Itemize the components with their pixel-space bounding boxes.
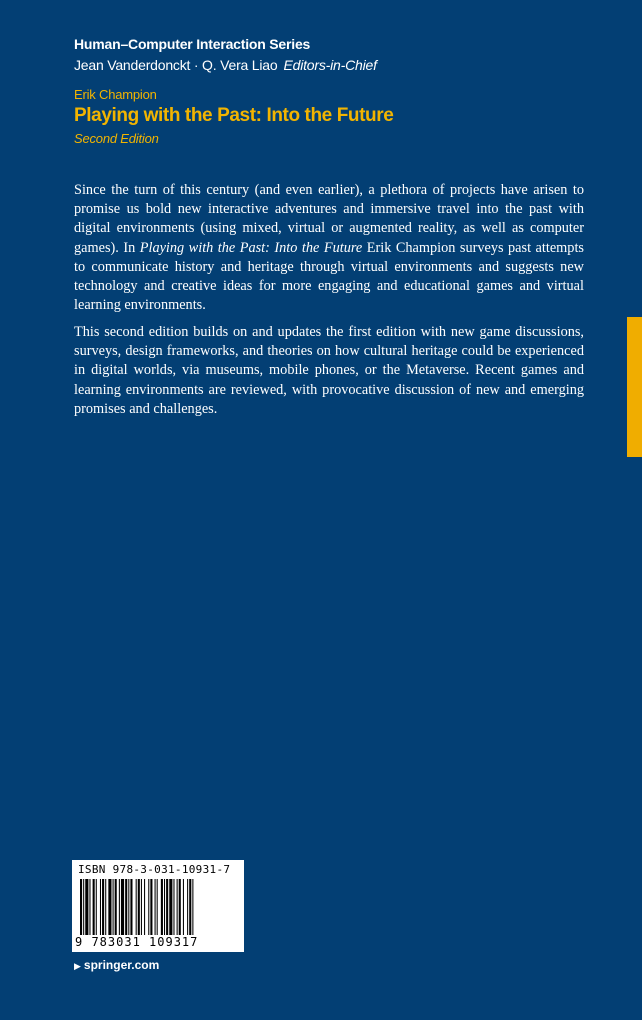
barcode-bar [102, 879, 104, 935]
barcode-bar [179, 879, 181, 935]
barcode-bar [177, 879, 178, 935]
series-editors [74, 57, 377, 73]
editors-role: Editors-in-Chief [283, 57, 377, 73]
barcode-digits: 9 783031 109317 [75, 935, 199, 949]
barcode-bar [169, 879, 172, 935]
book-title: Playing with the Past: Into the Future [74, 105, 394, 126]
barcode-bar [144, 879, 145, 935]
barcode-bar [100, 879, 101, 935]
description-paragraph-1 [74, 181, 584, 315]
para1-text-end: Erik Champion surveys past attempts to communicate history and heritage through virtual environments and suggests new technology and creative ideas for more engaging and educational games and virtual learning environments. [74, 239, 584, 314]
barcode-bar [108, 879, 111, 935]
barcode-bar [89, 879, 90, 935]
description-paragraph-2: This second edition builds on and updates the first edition with new game discussions, surveys, design frameworks, and theories on how cultural heritage could be experienced in digital worlds, via museums, mobile phones, or the Metaverse. Recent games and learning environments are reviewed, with provocative discussion of new and emerging promises and challenges. [74, 324, 584, 417]
barcode-bar [125, 879, 127, 935]
barcode-bar [141, 879, 142, 935]
barcode-bar [128, 879, 129, 935]
barcode-bar [161, 879, 163, 935]
para1-text-start: Since the turn of this century (and even earlier), a plethora of projects have arisen to promise us bold new interactive adventures and immersive travel into the past with digital environments (using mixed, virtual or augmented reality, as well as computer games). In [74, 182, 584, 256]
barcode-bar [166, 879, 168, 935]
barcode-bar [83, 879, 84, 935]
barcode-bar [138, 879, 140, 935]
barcode-bar [148, 879, 149, 935]
barcode-bar [157, 879, 158, 935]
barcode-bar [155, 879, 156, 935]
barcode-bar [93, 879, 95, 935]
springer-link[interactable] [74, 958, 159, 972]
barcode-bar [192, 879, 193, 935]
barcode-bar [187, 879, 188, 935]
barcode-bar [136, 879, 137, 935]
barcode-bar [96, 879, 97, 935]
barcode-bar [164, 879, 165, 935]
barcode-bar [115, 879, 117, 935]
barcode-bar [119, 879, 120, 935]
barcode-bar [121, 879, 124, 935]
series-title: Human–Computer Interaction Series [74, 36, 311, 52]
book-edition: Second Edition [74, 131, 159, 146]
barcode-bar [105, 879, 106, 935]
barcode-bar [130, 879, 132, 935]
book-author: Erik Champion [74, 87, 157, 102]
barcode-bar [189, 879, 191, 935]
barcode-bar [150, 879, 152, 935]
para1-book-title: Playing with the Past: Into the Future [139, 239, 363, 256]
springer-link-text: springer.com [83, 958, 160, 972]
barcode-bar [173, 879, 174, 935]
triangle-right-icon: ▶ [74, 961, 81, 971]
barcode-bar [113, 879, 114, 935]
barcode-bars [80, 879, 236, 935]
editors-names: Jean Vanderdonckt · Q. Vera Liao [74, 57, 278, 73]
barcode-bar [85, 879, 88, 935]
side-color-tab [627, 317, 642, 457]
barcode-bar [183, 879, 184, 935]
isbn-label: ISBN 978-3-031-10931-7 [78, 863, 231, 876]
barcode-bar [80, 879, 82, 935]
isbn-barcode [72, 860, 244, 952]
